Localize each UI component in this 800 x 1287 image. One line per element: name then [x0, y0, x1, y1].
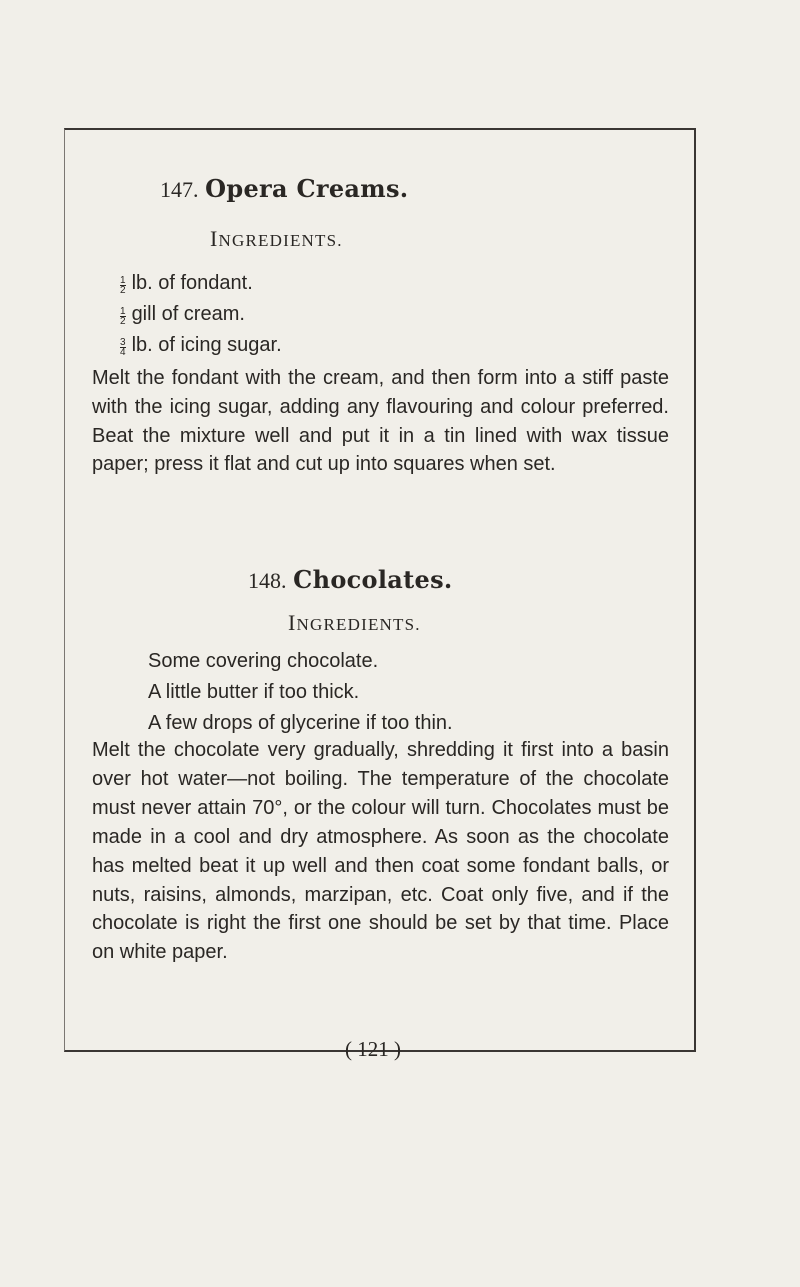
recipe-148-method: Melt the chocolate very gradually, shredding it first into a basin over hot water—not boiling. The temperature of the chocolate must never attain 70°, or the colour will turn. Chocolates must be made in a cool and dry atmosphere. As soon as the chocolate has melted beat it up well and then coat some fondant balls, or nuts, raisins, almonds, marzipan, etc. Coat only five, and if the chocolate is right the first one should be set by that time. Place on white paper.: [92, 739, 669, 964]
heading-rest: NGREDIENTS.: [218, 231, 343, 250]
recipe-148-title: [248, 565, 453, 596]
recipe-147-name: Opera Creams.: [205, 174, 409, 203]
ingredient-text: lb. of icing sugar.: [131, 334, 282, 356]
fraction: $\frac{3}{4}$: [120, 337, 126, 358]
recipe-148-ingredients-heading: [288, 612, 421, 636]
recipe-147-ingredients-list: [120, 268, 282, 361]
recipe-148-ingredients-list: [148, 646, 453, 739]
ingredient-item: [120, 330, 282, 361]
recipe-147-number: 147.: [160, 177, 199, 202]
recipe-147-title: [160, 174, 408, 205]
fraction: $\frac{1}{2}$: [120, 306, 126, 327]
recipe-148-name: Chocolates.: [293, 565, 453, 594]
heading-rest: NGREDIENTS.: [296, 615, 421, 634]
ingredient-text: gill of cream.: [131, 303, 245, 325]
ingredient-item: Some covering chocolate.: [148, 650, 379, 672]
ingredient-text: lb. of fondant.: [131, 272, 253, 294]
ingredient-item: A few drops of glycerine if too thin.: [148, 712, 453, 734]
heading-capital: I: [210, 226, 219, 251]
heading-capital: I: [288, 610, 297, 635]
ingredient-item: [120, 268, 282, 299]
ingredient-item: A little butter if too thick.: [148, 681, 360, 703]
recipe-148-number: 148.: [248, 568, 287, 593]
fraction: $\frac{1}{2}$: [120, 275, 126, 296]
recipe-147-method: Melt the fondant with the cream, and then form into a stiff paste with the icing sugar, adding any flavouring and colour preferred. Beat the mixture well and put it in a tin lined with wax tissue paper; press it flat and cut up into squares when set.: [92, 367, 669, 476]
ingredient-item: [120, 299, 282, 330]
recipe-147-ingredients-heading: [210, 228, 343, 252]
page-number: ( 121 ): [345, 1037, 401, 1061]
